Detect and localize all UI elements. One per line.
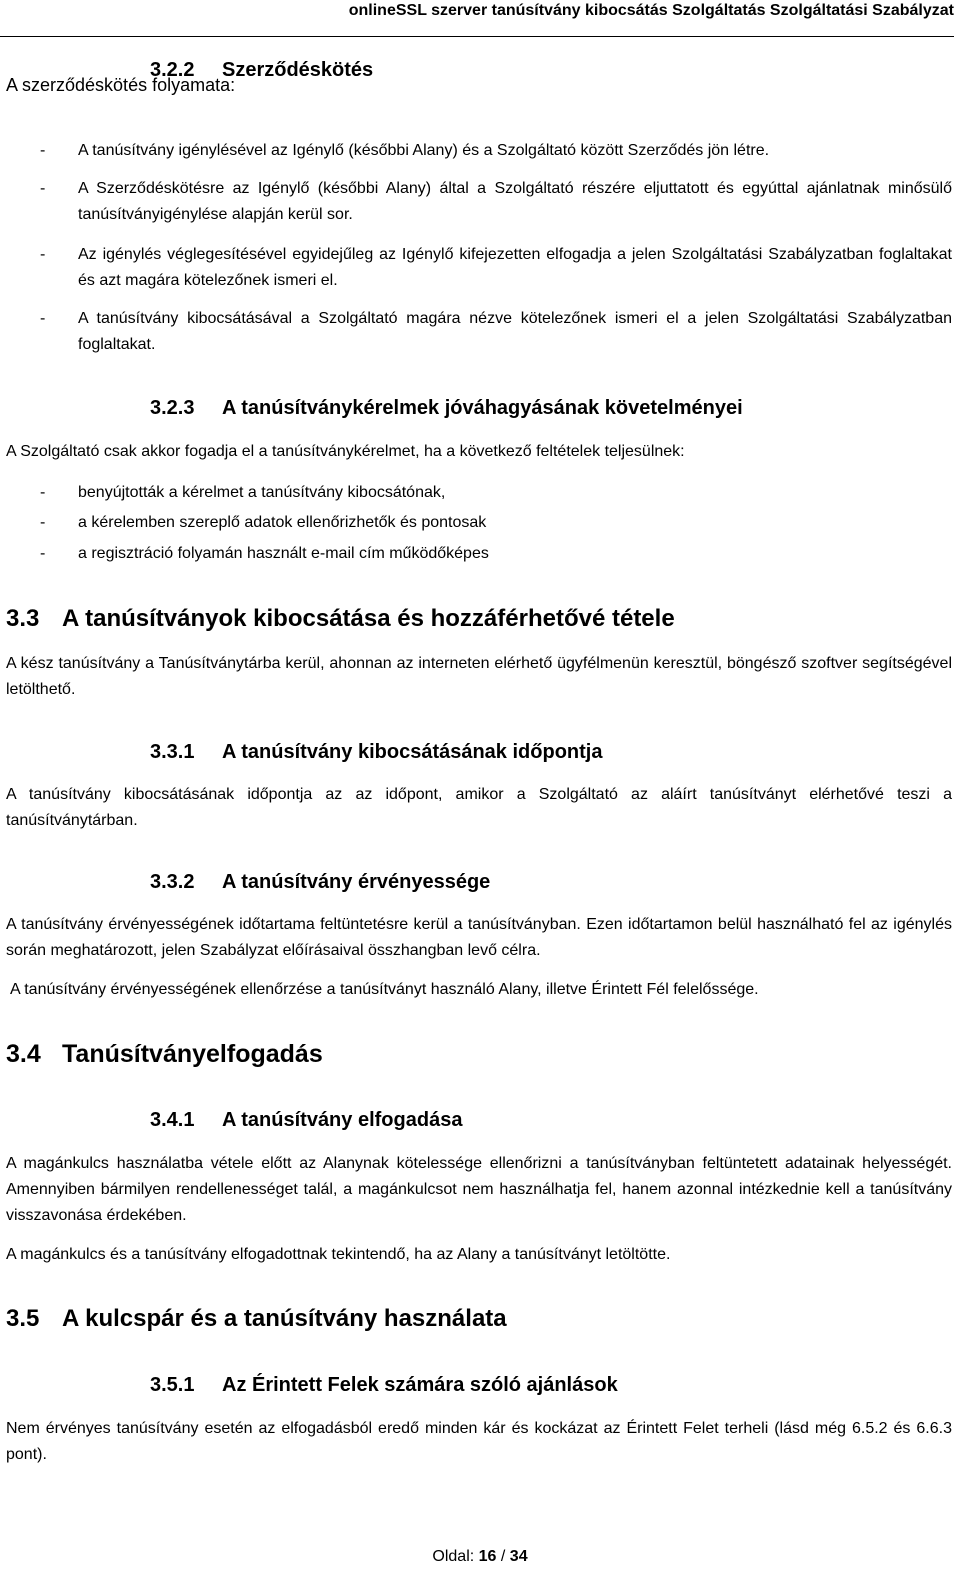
heading-number: 3.4.1 <box>150 1109 195 1131</box>
intro-paragraph: A szerződéskötés folyamata: <box>6 75 236 95</box>
heading-3-5 <box>6 1305 507 1333</box>
heading-number: 3.4 <box>6 1040 41 1068</box>
heading-3-4-1 <box>150 1109 462 1132</box>
heading-3-5-1 <box>150 1374 618 1397</box>
list-item: - a regisztráció folyamán használt e-mail cím működőképes <box>40 545 489 562</box>
page-header <box>0 0 954 37</box>
list-item: - A tanúsítvány igénylésével az Igénylő (későbbi Alany) és a Szolgáltató között Szerződés jön létre. <box>40 142 770 159</box>
heading-title: A tanúsítványkérelmek jóváhagyásának követelményei <box>222 397 743 419</box>
list-item: - A Szerződéskötésre az Igénylő (későbbi Alany) által a Szolgáltató részére eljuttatott és egyúttal ajánlatnak minősülő tanúsítványigénylése alapján kerül sor. <box>40 180 952 223</box>
paragraph: Nem érvényes tanúsítvány esetén az elfogadásból eredő minden kár és kockázat az Érintett Felet terheli (lásd még 6.5.2 és 6.6.3 pont). <box>6 1420 952 1463</box>
footer-label: Oldal: <box>432 1548 475 1565</box>
heading-number: 3.3.1 <box>150 741 195 763</box>
paragraph: A magánkulcs használatba vétele előtt az Alanynak kötelessége ellenőrizni a tanúsítványban feltüntetett adatainak helyességét. Amennyiben bármilyen rendellenességet talál, a magánkulcsot nem használhatja fel, hanem azonnal intézkednie kell a tanúsítvány visszavonása érdekében. <box>6 1155 952 1224</box>
heading-title: A tanúsítvány elfogadása <box>222 1109 463 1131</box>
list-item: - A tanúsítvány kibocsátásával a Szolgáltató magára nézve kötelezőnek ismeri el a jelen Szolgáltatási Szabályzatban foglaltakat. <box>40 310 952 353</box>
heading-title: A tanúsítvány érvényessége <box>222 871 491 893</box>
list-item: - benyújtották a kérelmet a tanúsítvány kibocsátónak, <box>40 484 446 501</box>
heading-title: A kulcspár és a tanúsítvány használata <box>62 1305 507 1332</box>
heading-3-3-1 <box>150 741 602 764</box>
heading-title: A tanúsítványok kibocsátása és hozzáférhetővé tétele <box>62 605 675 632</box>
paragraph: A magánkulcs és a tanúsítvány elfogadottnak tekintendő, ha az Alany a tanúsítványt letöltötte. <box>6 1246 671 1263</box>
heading-title: Tanúsítványelfogadás <box>62 1040 323 1068</box>
paragraph: A tanúsítvány kibocsátásának időpontja az az időpont, amikor a Szolgáltató az aláírt tanúsítványt elérhetővé teszi a tanúsítványtárban. <box>6 786 952 829</box>
list-item: - a kérelemben szereplő adatok ellenőrizhetők és pontosak <box>40 514 487 531</box>
heading-title: A tanúsítvány kibocsátásának időpontja <box>222 741 603 763</box>
paragraph: A kész tanúsítvány a Tanúsítványtárba kerül, ahonnan az interneten elérhető ügyfélmenün keresztül, böngésző szoftver segítségével letölthető. <box>6 655 952 698</box>
heading-number: 3.5 <box>6 1305 40 1332</box>
heading-number: 3.3 <box>6 605 40 632</box>
paragraph: A tanúsítvány érvényességének ellenőrzése a tanúsítványt használó Alany, illetve Érintett Fél felelőssége. <box>10 981 759 998</box>
heading-3-2-3 <box>150 397 743 420</box>
heading-number: 3.2.2 <box>150 59 195 81</box>
footer-sep: / <box>500 1548 506 1565</box>
heading-3-3 <box>6 605 675 633</box>
heading-title: Az Érintett Felek számára szóló ajánlások <box>222 1374 618 1396</box>
header-title: onlineSSL szerver tanúsítvány kibocsátás Szolgáltatás Szolgáltatási Szabályzat <box>348 2 954 19</box>
paragraph: A Szolgáltató csak akkor fogadja el a tanúsítványkérelmet, ha a következő feltételek teljesülnek: <box>6 443 685 460</box>
list-item: - Az igénylés véglegesítésével egyidejűleg az Igénylő kifejezetten elfogadja a jelen Szolgáltatási Szabályzatban foglaltakat és azt magára kötelezőnek ismeri el. <box>40 246 952 289</box>
page-footer <box>0 1548 960 1566</box>
heading-3-4 <box>6 1040 323 1069</box>
footer-total: 34 <box>509 1548 528 1565</box>
footer-page: 16 <box>478 1548 497 1565</box>
heading-number: 3.3.2 <box>150 871 195 893</box>
heading-number: 3.5.1 <box>150 1374 195 1396</box>
heading-3-3-2 <box>150 871 490 894</box>
paragraph: A tanúsítvány érvényességének időtartama feltüntetésre kerül a tanúsítványban. Ezen időtartamon belül használható fel az igénylés során meghatározott, jelen Szabályzat előírásaival összhangban levő célra. <box>6 916 952 959</box>
heading-number: 3.2.3 <box>150 397 195 419</box>
heading-title: Szerződéskötés <box>222 59 374 81</box>
